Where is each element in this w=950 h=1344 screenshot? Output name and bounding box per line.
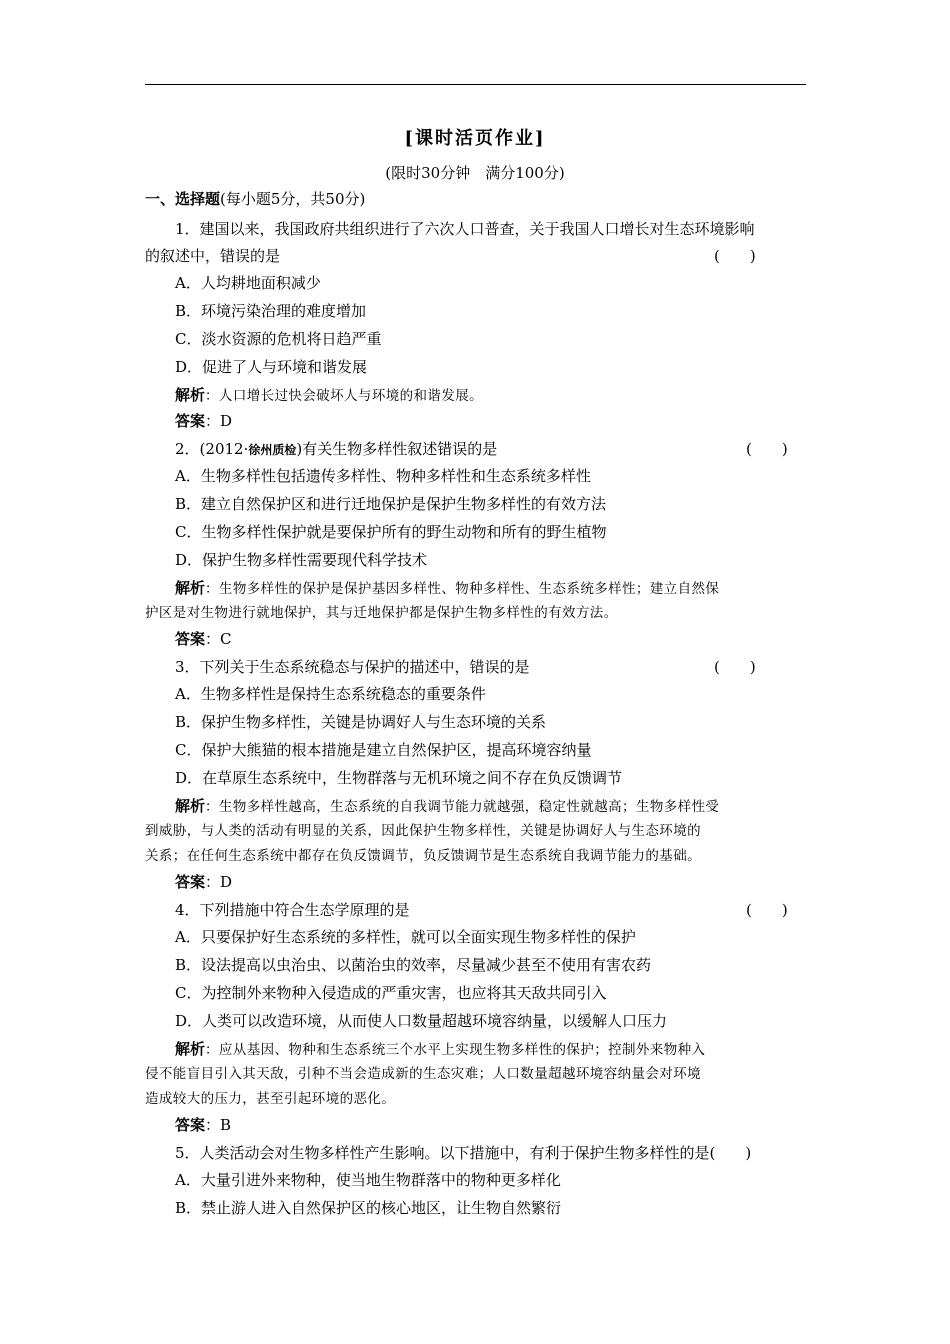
q4-analysis-line2: 侵不能盲目引入其天敌，引种不当会造成新的生态灾难；人口数量超越环境容纳量会对环境 bbox=[145, 1066, 701, 1082]
q2-option-c: C．生物多样性保护就是要保护所有的野生动物和所有的野生植物 bbox=[175, 523, 607, 541]
q1-analysis-text: ：人口增长过快会破坏人与环境的和谐发展。 bbox=[205, 388, 484, 404]
q4-answer-label: 答案 bbox=[175, 1116, 206, 1134]
q4-answer bbox=[175, 1114, 837, 1136]
q1-stem-line2: 的叙述中，错误的是 bbox=[145, 247, 281, 265]
q1-answer-text: ：D bbox=[205, 412, 233, 430]
q3-analysis-text1: ：生物多样性越高，生态系统的自我调节能力就越强，稳定性就越高；生物多样性受 bbox=[205, 799, 720, 815]
q5-option-b: B．禁止游人进入自然保护区的核心地区，让生物自然繁衍 bbox=[175, 1199, 562, 1217]
q2-stem-prefix: 2．(2012· bbox=[175, 440, 249, 458]
q2-source: 徐州质检 bbox=[248, 443, 297, 457]
q3-analysis-label: 解析 bbox=[175, 797, 206, 815]
q1-analysis-label: 解析 bbox=[175, 386, 206, 404]
q3-analysis-line2: 到威胁，与人类的活动有明显的关系，因此保护生物多样性，关键是协调好人与生态环境的 bbox=[145, 823, 701, 839]
q1-option-a: A．人均耕地面积减少 bbox=[175, 274, 321, 292]
q1-answer bbox=[175, 410, 837, 432]
q3-answer-label: 答案 bbox=[175, 873, 206, 891]
q4-option-b: B．设法提高以虫治虫、以菌治虫的效率，尽量减少甚至不使用有害农药 bbox=[175, 956, 652, 974]
q3-analysis-line1 bbox=[175, 795, 837, 818]
q4-answer-text: ：B bbox=[205, 1116, 232, 1134]
q2-answer bbox=[175, 628, 837, 650]
q2-analysis-line2: 护区是对生物进行就地保护，其与迁地保护都是保护生物多样性的有效方法。 bbox=[145, 605, 618, 621]
q3-answer bbox=[175, 871, 837, 893]
q3-stem: 3．下列关于生态系统稳态与保护的描述中，错误的是 bbox=[175, 658, 530, 676]
q4-analysis-label: 解析 bbox=[175, 1040, 206, 1058]
q3-option-d: D．在草原生态系统中，生物群落与无机环境之间不存在负反馈调节 bbox=[175, 769, 623, 787]
q4-option-c: C．为控制外来物种入侵造成的严重灾害，也应将其天敌共同引入 bbox=[175, 984, 607, 1002]
q1-stem-line1: 1．建国以来，我国政府共组织进行了六次人口普查，关于我国人口增长对生态环境影响 bbox=[175, 220, 755, 238]
q1-option-c: C．淡水资源的危机将日趋严重 bbox=[175, 330, 382, 348]
q1-answer-label: 答案 bbox=[175, 412, 206, 430]
q1-answer-blank: ( ) bbox=[714, 247, 756, 265]
q4-analysis-line1 bbox=[175, 1038, 837, 1061]
section-heading-label: 一、选择题 bbox=[145, 190, 221, 208]
q4-answer-blank: ( ) bbox=[746, 901, 788, 919]
q4-option-a: A．只要保护好生态系统的多样性，就可以全面实现生物多样性的保护 bbox=[175, 928, 636, 946]
q4-analysis-line3: 造成较大的压力，甚至引起环境的恶化。 bbox=[145, 1091, 396, 1107]
q2-stem bbox=[175, 438, 837, 461]
q2-option-a: A．生物多样性包括遗传多样性、物种多样性和生态系统多样性 bbox=[175, 467, 591, 485]
q1-analysis bbox=[175, 384, 837, 407]
q2-analysis-line1 bbox=[175, 577, 837, 600]
q3-option-c: C．保护大熊猫的根本措施是建立自然保护区，提高环境容纳量 bbox=[175, 741, 592, 759]
header-rule bbox=[145, 84, 806, 85]
q3-answer-text: ：D bbox=[205, 873, 233, 891]
q2-answer-blank: ( ) bbox=[746, 440, 788, 458]
q3-option-a: A．生物多样性是保持生态系统稳态的重要条件 bbox=[175, 685, 486, 703]
q3-option-b: B．保护生物多样性，关键是协调好人与生态环境的关系 bbox=[175, 713, 547, 731]
q2-option-d: D．保护生物多样性需要现代科学技术 bbox=[175, 551, 428, 569]
q5-stem: 5．人类活动会对生物多样性产生影响。以下措施中，有利于保护生物多样性的是( ) bbox=[175, 1144, 752, 1162]
q4-stem: 4．下列措施中符合生态学原理的是 bbox=[175, 901, 410, 919]
page-title: [课时活页作业] bbox=[404, 128, 546, 149]
q2-stem-suffix: )有关生物多样性叙述错误的是 bbox=[296, 440, 498, 458]
q3-analysis-line3: 关系；在任何生态系统中都存在负反馈调节，负反馈调节是生态系统自我调节能力的基础。 bbox=[145, 848, 701, 864]
q4-option-d: D．人类可以改造环境，从而使人口数量超越环境容纳量，以缓解人口压力 bbox=[175, 1012, 668, 1030]
q1-option-b: B．环境污染治理的难度增加 bbox=[175, 302, 367, 320]
section-heading-note: (每小题5分，共50分) bbox=[220, 190, 366, 208]
q2-option-b: B．建立自然保护区和进行迁地保护是保护生物多样性的有效方法 bbox=[175, 495, 607, 513]
q2-analysis-label: 解析 bbox=[175, 579, 206, 597]
page-subtitle: (限时30分钟 满分100分) bbox=[385, 164, 565, 182]
q5-option-a: A．大量引进外来物种，使当地生物群落中的物种更多样化 bbox=[175, 1171, 561, 1189]
q1-option-d: D．促进了人与环境和谐发展 bbox=[175, 358, 368, 376]
section-heading bbox=[145, 188, 807, 210]
q3-answer-blank: ( ) bbox=[714, 658, 756, 676]
q4-analysis-text1: ：应从基因、物种和生态系统三个水平上实现生物多样性的保护；控制外来物种入 bbox=[205, 1042, 706, 1058]
q2-answer-text: ：C bbox=[205, 630, 232, 648]
q2-answer-label: 答案 bbox=[175, 630, 206, 648]
q2-analysis-text1: ：生物多样性的保护是保护基因多样性、物种多样性、生态系统多样性；建立自然保 bbox=[205, 581, 720, 597]
